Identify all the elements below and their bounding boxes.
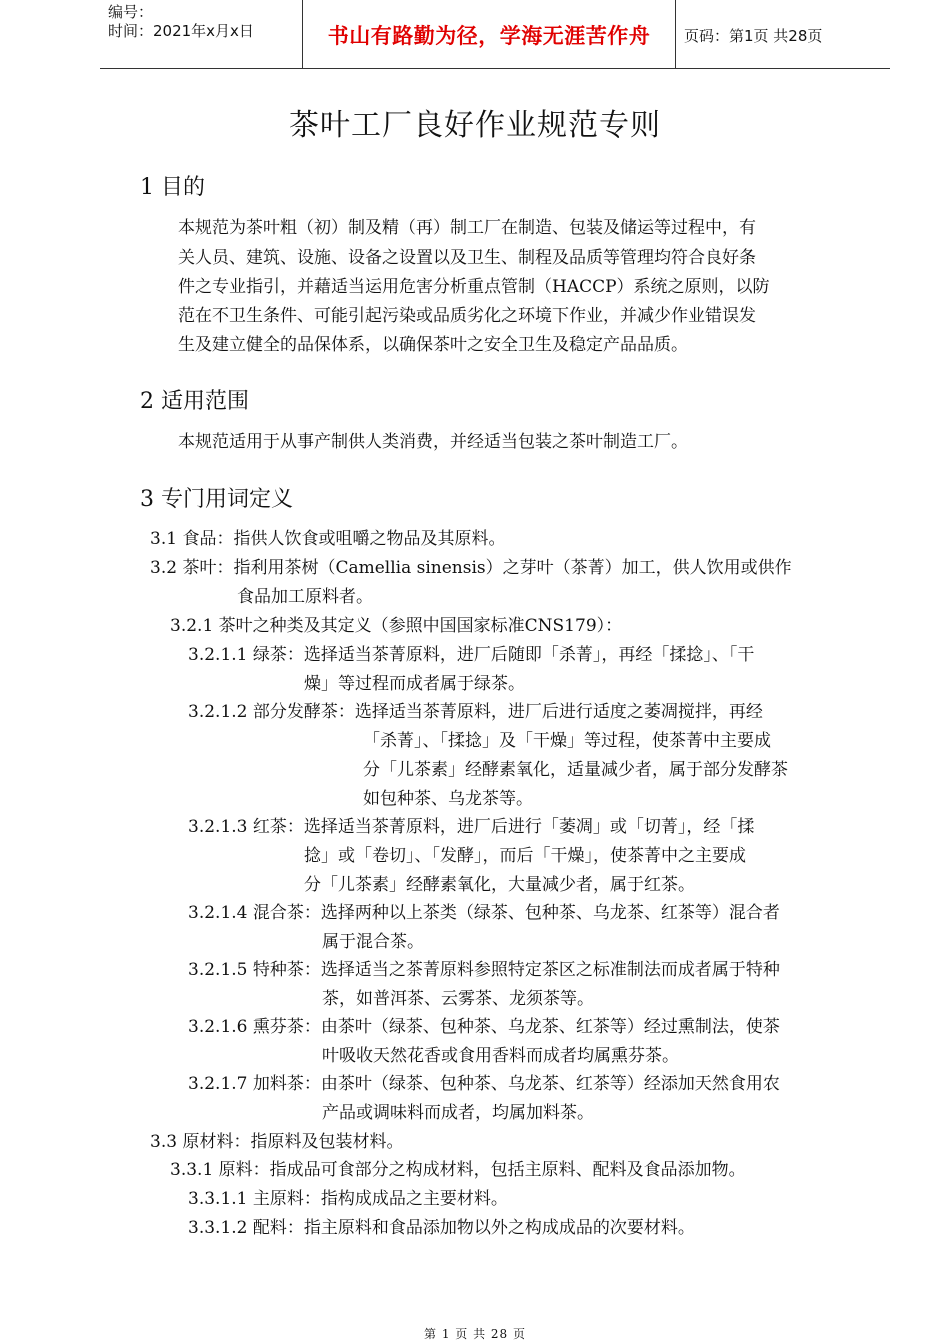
section-1-line: 本规范为茶叶粗（初）制及精（再）制工厂在制造、包装及储运等过程中，有 (178, 218, 756, 238)
def-line: 分「儿茶素」经酵素氧化，大量减少者，属于红茶。 (304, 875, 695, 895)
section-2-heading: 2 适用范围 (140, 389, 249, 414)
def-line: 茶，如普洱茶、云雾茶、龙须茶等。 (322, 989, 594, 1009)
header-motto-cell (302, 0, 676, 68)
def-line: 3.3.1.2 配料：指主原料和食品添加物以外之构成成品的次要材料。 (188, 1218, 695, 1238)
def-line: 3.3 原材料：指原料及包装材料。 (150, 1132, 404, 1152)
page-footer: 第 1 页 共 28 页 (424, 1327, 526, 1341)
def-line: 「杀菁」、「揉捻」及「干燥」等过程，使茶菁中主要成 (363, 731, 771, 751)
def-line: 3.3.1 原料：指成品可食部分之构成材料，包括主原料、配料及食品添加物。 (170, 1160, 746, 1180)
page-header (100, 0, 890, 69)
def-line: 捻」或「卷切」、「发酵」，而后「干燥」，使茶菁中之主要成 (304, 846, 746, 866)
def-line: 叶吸收天然花香或食用香料而成者均属熏芬茶。 (322, 1046, 679, 1066)
def-line: 3.2.1.5 特种茶：选择适当之茶菁原料参照特定茶区之标准制法而成者属于特种 (188, 960, 780, 980)
def-line: 如包种茶、乌龙茶等。 (363, 789, 533, 809)
page-label: 页码：第1页 共28页 (684, 27, 823, 45)
time-label: 时间：2021年x月x日 (108, 22, 254, 40)
def-line: 3.2.1.7 加料茶：由茶叶（绿茶、包种茶、乌龙茶、红茶等）经添加天然食用农 (188, 1074, 780, 1094)
number-label: 编号： (108, 3, 154, 21)
section-1-line: 范在不卫生条件、可能引起污染或品质劣化之环境下作业，并减少作业错误发 (178, 306, 756, 326)
section-3-heading: 3 专门用词定义 (140, 487, 293, 512)
def-line: 产品或调味料而成者，均属加料茶。 (322, 1103, 594, 1123)
def-line: 3.3.1.1 主原料：指构成成品之主要材料。 (188, 1189, 508, 1209)
def-line: 3.2.1.2 部分发酵茶：选择适当茶菁原料，进厂后进行适度之萎凋搅拌，再经 (188, 702, 763, 722)
header-page-cell (676, 0, 890, 68)
def-line: 燥」等过程而成者属于绿茶。 (304, 674, 525, 694)
def-line: 食品加工原料者。 (237, 587, 373, 607)
def-line: 3.2 茶叶：指利用茶树（Camellia sinensis）之芽叶（茶菁）加工，供人饮用或供作 (150, 558, 792, 578)
def-line: 属于混合茶。 (322, 932, 424, 952)
def-line: 3.2.1.1 绿茶：选择适当茶菁原料，进厂后随即「杀菁」，再经「揉捻」、「干 (188, 645, 755, 665)
def-line: 3.2.1.4 混合茶：选择两种以上茶类（绿茶、包种茶、乌龙茶、红茶等）混合者 (188, 903, 780, 923)
document-title: 茶叶工厂良好作业规范专则 (289, 108, 661, 143)
section-1-line: 生及建立健全的品保体系，以确保茶叶之安全卫生及稳定产品品质。 (178, 335, 688, 355)
section-1-line: 关人员、建筑、设施、设备之设置以及卫生、制程及品质等管理均符合良好条 (178, 248, 756, 268)
def-line: 3.2.1 茶叶之种类及其定义（参照中国国家标准CNS179）： (170, 616, 623, 636)
def-line: 分「儿茶素」经酵素氧化，适量减少者，属于部分发酵茶 (363, 760, 788, 780)
motto: 书山有路勤为径，学海无涯苦作舟 (327, 24, 651, 48)
header-meta (100, 0, 300, 68)
section-2-line: 本规范适用于从事产制供人类消费，并经适当包装之茶叶制造工厂。 (178, 432, 688, 452)
section-1-heading: 1 目的 (140, 175, 205, 200)
def-line: 3.1 食品：指供人饮食或咀嚼之物品及其原料。 (150, 529, 506, 549)
def-line: 3.2.1.6 熏芬茶：由茶叶（绿茶、包种茶、乌龙茶、红茶等）经过熏制法，使茶 (188, 1017, 780, 1037)
def-line: 3.2.1.3 红茶：选择适当茶菁原料，进厂后进行「萎凋」或「切菁」，经「揉 (188, 817, 755, 837)
section-1-line: 件之专业指引，并藉适当运用危害分析重点管制（HACCP）系统之原则，以防 (178, 277, 770, 297)
